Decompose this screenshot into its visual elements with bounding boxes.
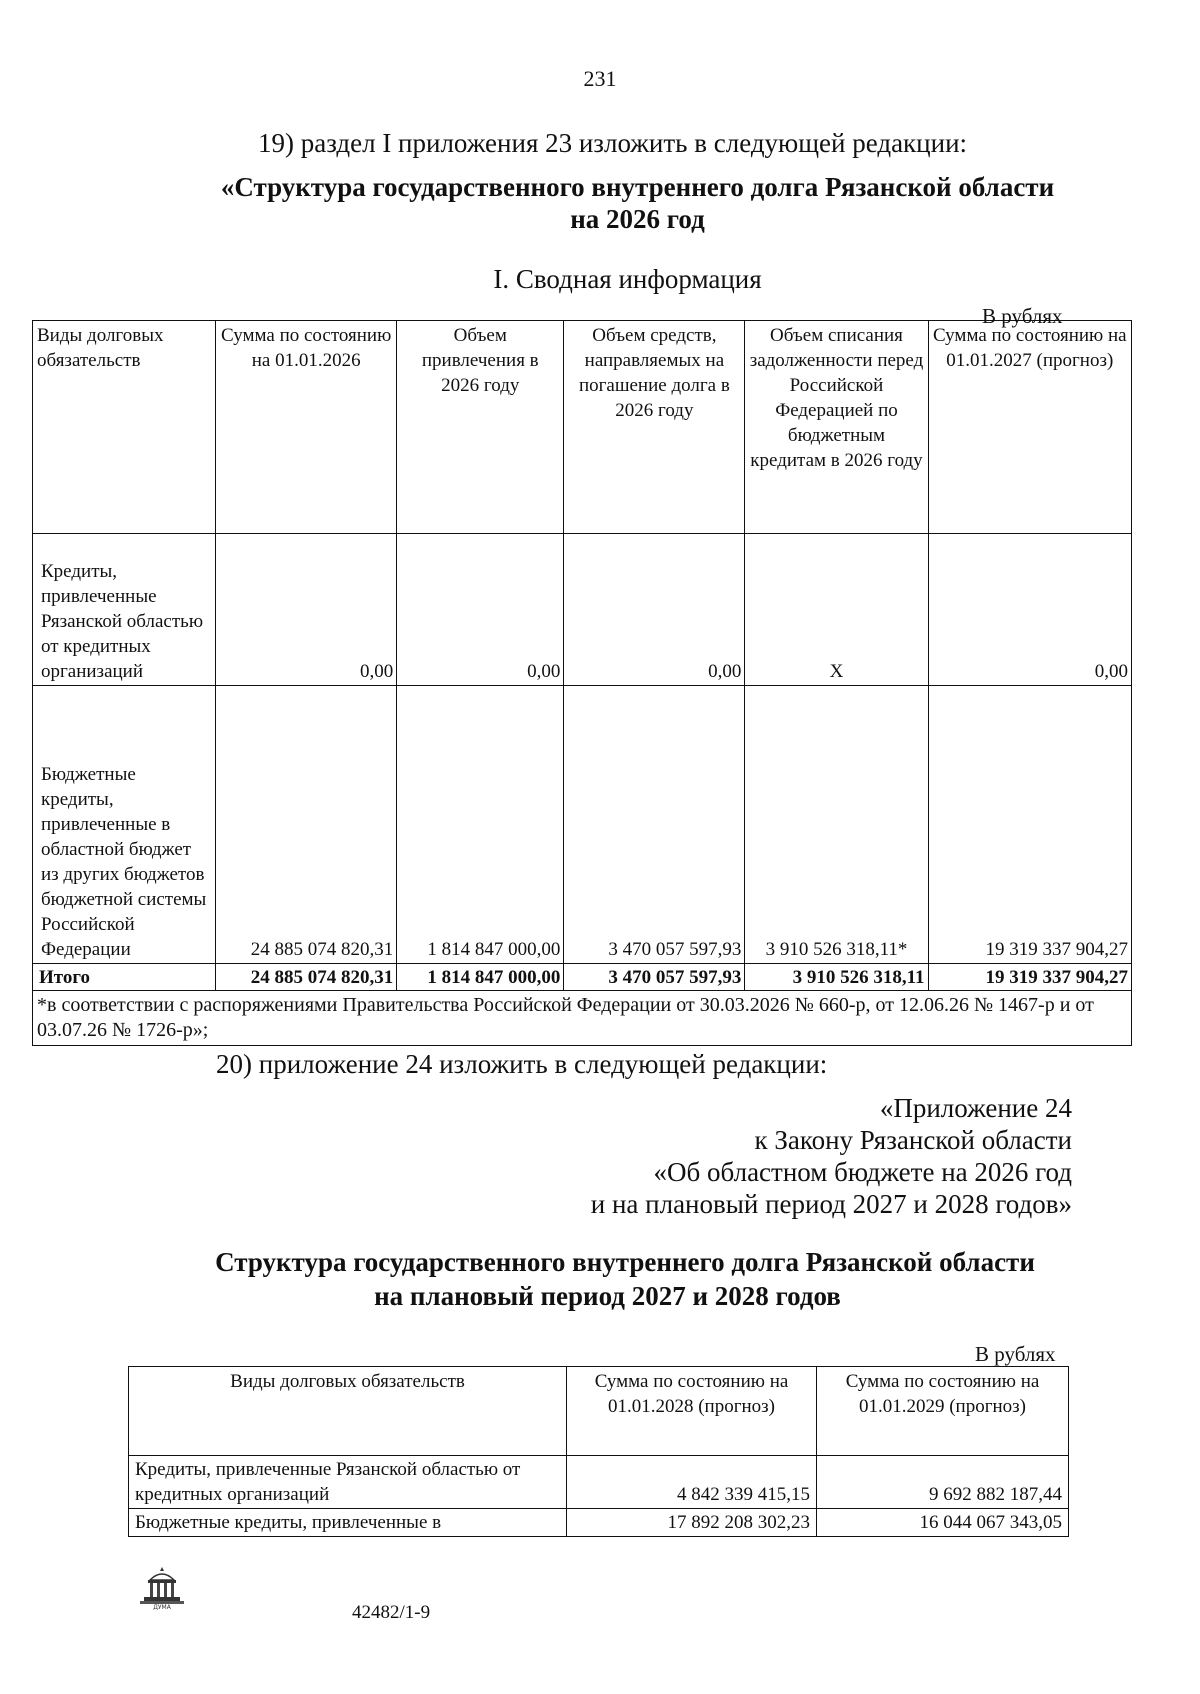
column-header: Виды долговых обязательств xyxy=(129,1367,567,1456)
row-label: Кредиты, привлеченные Рязанской областью от кредитных организаций xyxy=(33,534,216,686)
table2-unit-label: В рублях xyxy=(975,1342,1056,1366)
table-cell: 0,00 xyxy=(397,534,564,686)
debt-structure-2027-2028-table xyxy=(128,1366,1069,1537)
table-cell: 3 910 526 318,11 xyxy=(745,964,928,991)
footnote: *в соответствии с распоряжениями Правительства Российской Федерации от 30.03.2026 № 660-р, от 12.06.26 № 1467-р и от 03.07.26 № 1726-р»; xyxy=(33,991,1132,1046)
document-title-line-2: на 2026 год xyxy=(570,204,705,234)
section-heading: I. Сводная информация xyxy=(493,264,762,294)
total-label: Итого xyxy=(33,964,216,991)
document-title-line-1: «Структура государственного внутреннего долга Рязанской области xyxy=(220,172,1055,202)
table-cell: 19 319 337 904,27 xyxy=(928,686,1131,964)
table-row xyxy=(129,1509,1069,1537)
table-row xyxy=(33,534,1132,686)
table-cell: 4 842 339 415,15 xyxy=(567,1456,817,1509)
row-label: Бюджетные кредиты, привлеченные в xyxy=(129,1509,567,1537)
table-cell: 3 910 526 318,11* xyxy=(745,686,928,964)
total-row xyxy=(33,964,1132,991)
debt-structure-2026-table xyxy=(32,320,1132,1046)
table-cell: 24 885 074 820,31 xyxy=(216,686,397,964)
table-cell: 0,00 xyxy=(216,534,397,686)
table-cell: 1 814 847 000,00 xyxy=(397,964,564,991)
table-cell: 17 892 208 302,23 xyxy=(567,1509,817,1537)
table2-title-line-1: Структура государственного внутреннего долга Рязанской области xyxy=(215,1247,1035,1277)
table-header-row xyxy=(33,321,1132,534)
duma-emblem-stamp xyxy=(136,1564,188,1610)
table-cell: 3 470 057 597,93 xyxy=(564,964,745,991)
table-cell: 3 470 057 597,93 xyxy=(564,686,745,964)
table-cell: 24 885 074 820,31 xyxy=(216,964,397,991)
column-header: Виды долговых обязательств xyxy=(33,321,216,534)
column-header: Сумма по состоянию на 01.01.2026 xyxy=(216,321,397,534)
table-cell: 1 814 847 000,00 xyxy=(397,686,564,964)
table-row xyxy=(129,1456,1069,1509)
column-header: Объем списания задолженности перед Российской Федерацией по бюджетным кредитам в 2026 году xyxy=(745,321,928,534)
table-cell: 0,00 xyxy=(928,534,1131,686)
column-header: Объем средств, направляемых на погашение долга в 2026 году xyxy=(564,321,745,534)
appendix-header-line-4: и на плановый период 2027 и 2028 годов» xyxy=(590,1189,1072,1219)
table-cell: Х xyxy=(745,534,928,686)
table-cell: 9 692 882 187,44 xyxy=(817,1456,1069,1509)
table-cell: 0,00 xyxy=(564,534,745,686)
table1-unit-label: В рублях xyxy=(982,304,1063,328)
column-header: Объем привлечения в 2026 году xyxy=(397,321,564,534)
row-label: Бюджетные кредиты, привлеченные в областной бюджет из других бюджетов бюджетной системы Российской Федерации xyxy=(33,686,216,964)
footnote-row xyxy=(33,991,1132,1046)
table-header-row xyxy=(129,1367,1069,1456)
svg-text:ДУМА: ДУМА xyxy=(153,1604,171,1610)
column-header: Сумма по состоянию на 01.01.2029 (прогноз) xyxy=(817,1367,1069,1456)
appendix-header-line-2: к Закону Рязанской области xyxy=(754,1125,1072,1155)
amendment-item-19: 19) раздел I приложения 23 изложить в следующей редакции: xyxy=(257,128,968,158)
amendment-item-20: 20) приложение 24 изложить в следующей редакции: xyxy=(216,1049,828,1079)
document-number: 42482/1-9 xyxy=(352,1602,431,1623)
table-cell: 16 044 067 343,05 xyxy=(817,1509,1069,1537)
table2-title-line-2: на плановый период 2027 и 2028 годов xyxy=(374,1281,841,1311)
column-header: Сумма по состоянию на 01.01.2028 (прогноз) xyxy=(567,1367,817,1456)
table-row xyxy=(33,686,1132,964)
appendix-header-line-3: «Об областном бюджете на 2026 год xyxy=(653,1157,1072,1187)
table-cell: 19 319 337 904,27 xyxy=(928,964,1131,991)
appendix-header-line-1: «Приложение 24 xyxy=(879,1093,1072,1123)
column-header: Сумма по состоянию на 01.01.2027 (прогноз) xyxy=(928,321,1131,534)
page-number: 231 xyxy=(583,66,617,91)
row-label: Кредиты, привлеченные Рязанской областью от кредитных организаций xyxy=(129,1456,567,1509)
